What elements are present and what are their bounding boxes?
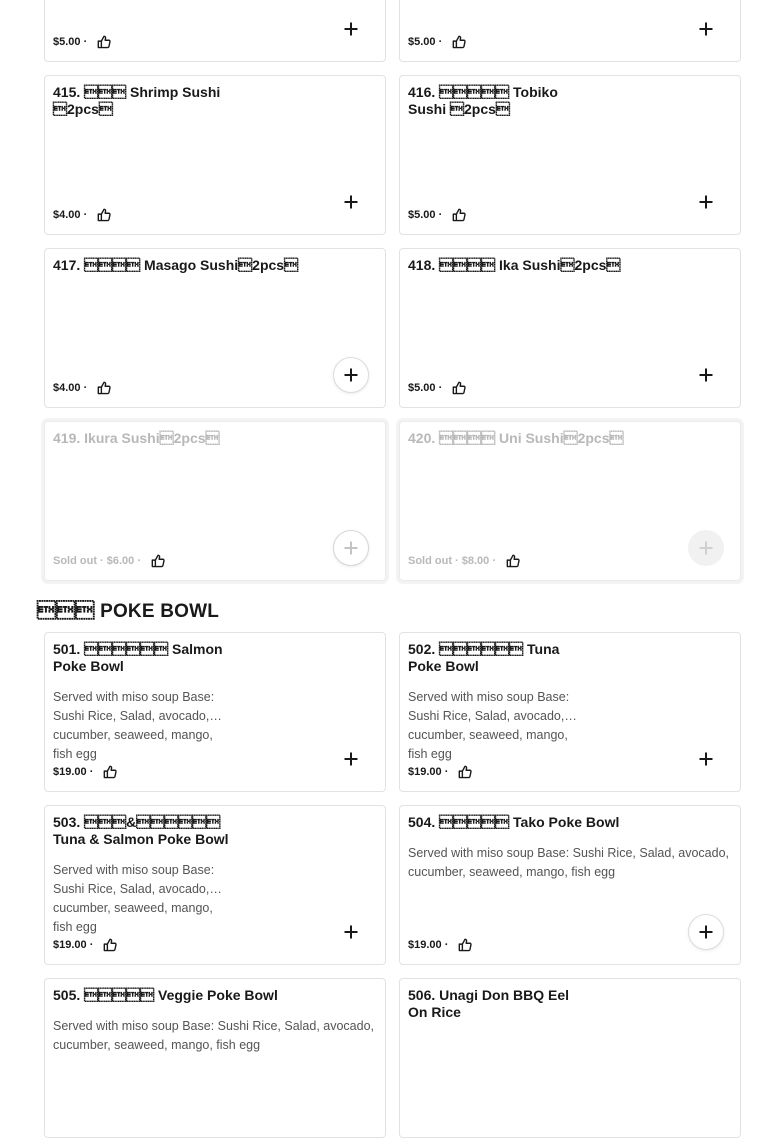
item-price: $19.00 · <box>53 765 117 779</box>
item-name: 415.  Shrimp Sushi 2pcs <box>53 84 221 117</box>
add-to-cart-button[interactable] <box>688 741 724 777</box>
item-description: Served with miso soup Base: Sushi Rice, Salad, avocado, cucumber, seaweed, mango, fish egg <box>408 690 570 761</box>
thumbs-up-icon[interactable] <box>97 381 111 395</box>
item-name: 503. & Tuna & Salmon Poke Bowl <box>53 814 229 847</box>
item-name: 505.  Veggie Poke Bowl <box>53 987 278 1003</box>
thumbs-up-icon[interactable] <box>452 35 466 49</box>
thumbs-up-icon[interactable] <box>103 938 117 952</box>
plus-icon <box>344 541 358 555</box>
item-description: Served with miso soup Base: Sushi Rice, Salad, avocado, cucumber, seaweed, mango, fish egg <box>53 690 215 761</box>
thumbs-up-icon[interactable] <box>151 554 165 568</box>
menu-item-card[interactable] <box>399 632 741 792</box>
menu-item-card[interactable] <box>399 75 741 235</box>
thumbs-up-icon[interactable] <box>97 208 111 222</box>
menu-item-card[interactable] <box>44 75 386 235</box>
item-description: Served with miso soup Base: Sushi Rice, Salad, avocado, cucumber, seaweed, mango, fish egg <box>53 863 215 934</box>
thumbs-up-icon[interactable] <box>452 208 466 222</box>
item-price: $5.00 · <box>408 381 466 395</box>
item-price: $5.00 · <box>53 35 111 49</box>
plus-icon <box>344 195 358 209</box>
item-description: Served with miso soup Base: Sushi Rice, Salad, avocado, cucumber, seaweed, mango, fish egg <box>408 846 730 879</box>
menu-item-card[interactable] <box>44 805 386 965</box>
item-price: $19.00 · <box>408 765 472 779</box>
thumbs-up-icon[interactable] <box>103 765 117 779</box>
add-to-cart-button[interactable] <box>688 184 724 220</box>
thumbs-up-icon[interactable] <box>506 554 520 568</box>
item-name: 506. Unagi Don BBQ Eel On Rice <box>408 987 570 1020</box>
menu-item-card[interactable] <box>399 248 741 408</box>
menu-item-card[interactable] <box>44 248 386 408</box>
plus-icon <box>699 541 713 555</box>
plus-icon <box>699 22 713 36</box>
item-price: $4.00 · <box>53 381 111 395</box>
menu-item-card[interactable] <box>399 978 741 1138</box>
plus-icon <box>344 752 358 766</box>
item-name: 501.  Salmon Poke Bowl <box>53 641 223 674</box>
thumbs-up-icon[interactable] <box>97 35 111 49</box>
menu-item-card-sold-out <box>399 421 741 581</box>
thumbs-up-icon[interactable] <box>458 765 472 779</box>
item-price: $5.00 · <box>408 208 466 222</box>
thumbs-up-icon[interactable] <box>458 938 472 952</box>
item-price: $19.00 · <box>408 938 472 952</box>
section-heading-poke-bowl:  POKE BOWL <box>37 601 220 622</box>
add-to-cart-button[interactable] <box>333 11 369 47</box>
add-to-cart-button[interactable] <box>688 914 724 950</box>
add-to-cart-button[interactable] <box>333 184 369 220</box>
menu-item-card[interactable] <box>399 805 741 965</box>
item-name: 420.  Uni Sushi2pcs <box>408 430 624 446</box>
add-to-cart-button[interactable] <box>333 357 369 393</box>
item-description: Served with miso soup Base: Sushi Rice, Salad, avocado, cucumber, seaweed, mango, fish egg <box>53 1019 375 1052</box>
plus-icon <box>699 752 713 766</box>
item-name: 416.  Tobiko Sushi 2pcs <box>408 84 558 117</box>
item-name: 502.  Tuna Poke Bowl <box>408 641 560 674</box>
item-price: Sold out · $8.00 · <box>408 554 520 568</box>
add-to-cart-button[interactable] <box>333 914 369 950</box>
menu-item-card-sold-out <box>44 421 386 581</box>
item-name: 419. Ikura Sushi2pcs <box>53 430 220 446</box>
item-price: $4.00 · <box>53 208 111 222</box>
add-to-cart-button <box>688 530 724 566</box>
plus-icon <box>699 925 713 939</box>
menu-item-card[interactable] <box>44 632 386 792</box>
add-to-cart-button[interactable] <box>688 357 724 393</box>
item-name: 504.  Tako Poke Bowl <box>408 814 620 830</box>
item-price: $5.00 · <box>408 35 466 49</box>
item-name: 417.  Masago Sushi2pcs <box>53 257 299 273</box>
add-to-cart-button[interactable] <box>688 11 724 47</box>
item-price: Sold out · $6.00 · <box>53 554 165 568</box>
thumbs-up-icon[interactable] <box>452 381 466 395</box>
menu-item-card[interactable] <box>399 0 741 62</box>
plus-icon <box>699 195 713 209</box>
menu-item-card[interactable] <box>44 978 386 1138</box>
plus-icon <box>344 22 358 36</box>
plus-icon <box>344 925 358 939</box>
add-to-cart-button[interactable] <box>333 741 369 777</box>
menu-item-card[interactable] <box>44 0 386 62</box>
item-price: $19.00 · <box>53 938 117 952</box>
item-name: 418.  Ika Sushi2pcs <box>408 257 621 273</box>
plus-icon <box>699 368 713 382</box>
add-to-cart-button <box>333 530 369 566</box>
plus-icon <box>344 368 358 382</box>
